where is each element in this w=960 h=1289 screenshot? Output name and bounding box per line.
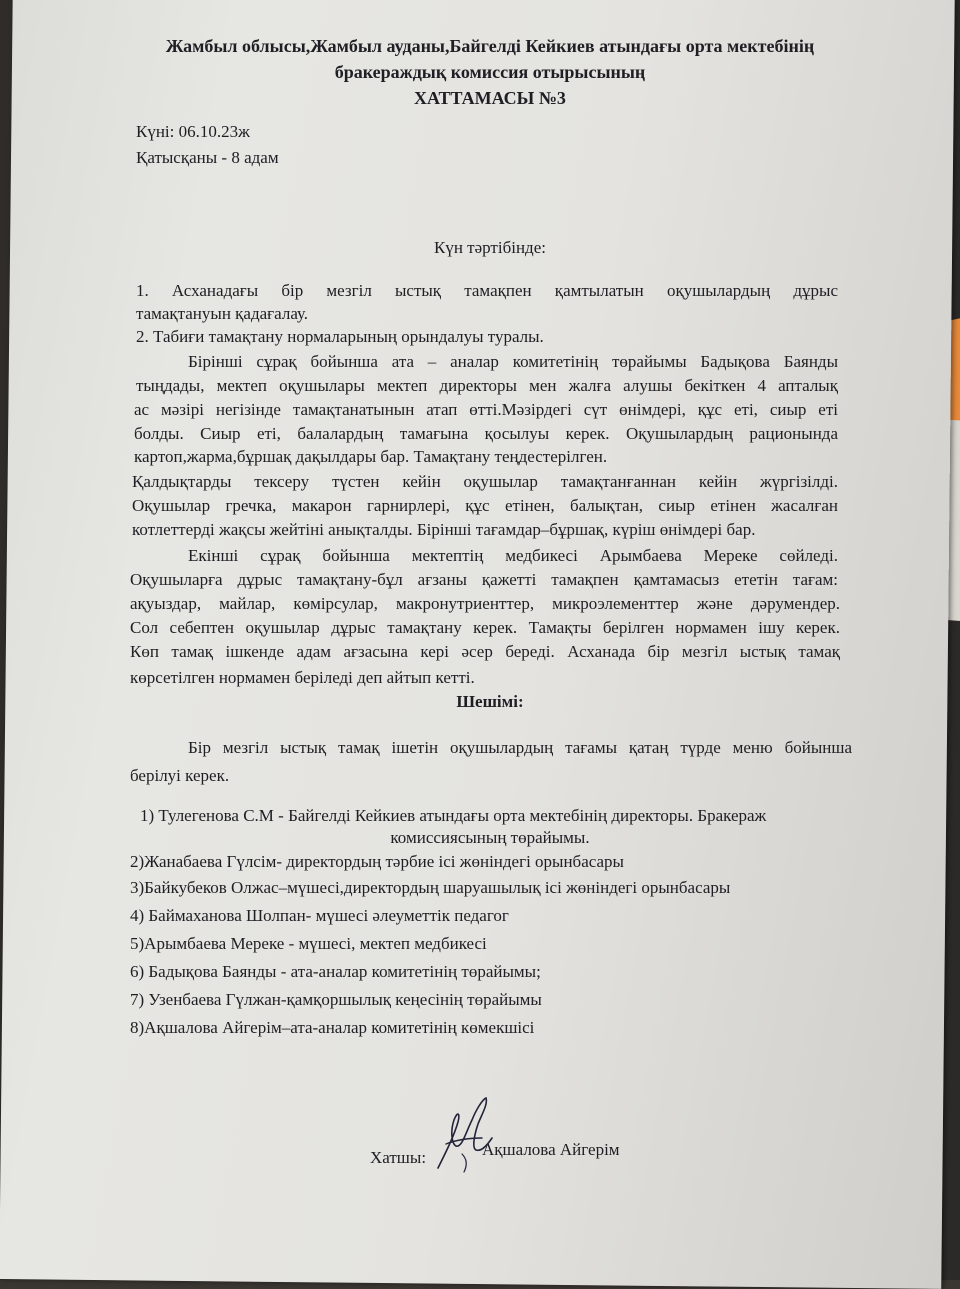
paragraph-3-line-4: Сол себептен оқушылар дұрыс тамақтану керек. Тамақты берілген нормамен ішу керек.: [130, 618, 840, 637]
member-8: 8)Ақшалова Айгерім–ата-аналар комитетінің көмекшісі: [130, 1018, 535, 1037]
member-5: 5)Арымбаева Мереке - мүшесі, мектеп медбикесі: [130, 934, 487, 953]
agenda-item-2: 2. Табиғи тамақтану нормаларының орындалуы туралы.: [136, 327, 544, 346]
paragraph-3-line-6: көрсетілген нормамен беріледі деп айтып кетті.: [130, 668, 475, 687]
member-7: 7) Узенбаева Гүлжан-қамқоршылық кеңесінің төрайымы: [130, 990, 542, 1009]
member-6: 6) Бадықова Баянды - ата-аналар комитетінің төрайымы;: [130, 962, 541, 981]
meeting-date: Күні: 06.10.23ж: [136, 122, 250, 141]
paragraph-3-line-1: Екінші сұрақ бойынша мектептің медбикесі Арымбаева Мереке сөйледі.: [188, 546, 838, 565]
agenda-heading: Күн тәртібінде:: [434, 238, 546, 257]
paragraph-3-line-5: Көп тамақ ішкенде адам ағзасына кері әсер береді. Асханада бір мезгіл ыстық тамақ: [130, 642, 840, 661]
handwritten-signature: [432, 1092, 496, 1174]
paragraph-1-line-2: тыңдады, мектеп оқушылары мектеп директоры мен жалға алушы бекіткен 4 апталық: [136, 376, 838, 395]
agenda-item-1-line-2: тамақтануын қадағалау.: [136, 304, 309, 323]
secretary-name: Ақшалова Айгерім: [482, 1140, 620, 1159]
paragraph-1-line-4: болды. Сиыр еті, балалардың тамағына қосылуы керек. Оқушылардың рационында: [134, 424, 838, 443]
paragraph-2-line-3: котлеттерді жақсы жейтіні анықталды. Бірінші тағамдар–бұршақ, күріш өнімдері бар.: [132, 520, 756, 539]
decision-heading: Шешімі:: [456, 692, 524, 711]
agenda-item-1-line-1: 1. Асханадағы бір мезгіл ыстық тамақпен қамтылатын оқушылардың дұрыс: [136, 281, 838, 300]
header-line-2: бракераждық комиссия отырысының: [334, 62, 646, 82]
decision-line-1: Бір мезгіл ыстық тамақ ішетін оқушылардың тағамы қатаң түрде меню бойынша: [188, 738, 852, 757]
member-1-line-1: 1) Тулегенова С.М - Байгелді Кейкиев атындағы орта мектебінің директоры. Бракераж: [140, 806, 767, 825]
header-line-1: Жамбыл облысы,Жамбыл ауданы,Байгелді Кейкиев атындағы орта мектебінің: [165, 36, 815, 56]
secretary-label: Хатшы:: [370, 1148, 427, 1167]
paragraph-3-line-2: Оқушыларға дұрыс тамақтану-бұл ағзаны қажетті тамақпен қамтамасыз ететін тағам:: [130, 570, 838, 589]
member-4: 4) Баймаханова Шолпан- мүшесі әлеуметтік педагог: [130, 906, 509, 925]
decision-line-2: берілуі керек.: [130, 766, 230, 785]
protocol-title: ХАТТАМАСЫ №3: [414, 88, 566, 108]
paragraph-1-line-5: картоп,жарма,бұршақ дақылдары бар. Тамақтану теңдестерілген.: [134, 447, 608, 466]
paragraph-2-line-1: Қалдықтарды тексеру түстен кейін оқушылар тамақтанғаннан кейін жүргізілді.: [132, 472, 838, 491]
member-1-line-2: комиссиясының төрайымы.: [390, 828, 590, 847]
attendees-count: Қатысқаны - 8 адам: [136, 148, 279, 167]
paragraph-1-line-1: Бірінші сұрақ бойынша ата – аналар комитетінің төрайымы Бадықова Баянды: [188, 352, 838, 371]
paragraph-1-line-3: ас мәзірі негізінде тамақтанатынын атап өтті.Мәзірдегі сүт өнімдері, құс еті, сиыр еті: [134, 400, 838, 419]
member-3: 3)Байкубеков Олжас–мүшесі,директордың шаруашылық ісі жөніндегі орынбасары: [130, 878, 731, 897]
member-2: 2)Жанабаева Гүлсім- директордың тәрбие ісі жөніндегі орынбасары: [130, 852, 624, 871]
paragraph-2-line-2: Оқушылар гречка, макарон гарнирлері, құс етінен, балықтан, сиыр етінен жасалған: [132, 496, 838, 515]
paragraph-3-line-3: ақуыздар, майлар, көмірсулар, макронутриенттер, микроэлементтер және дәрумендер.: [130, 594, 840, 613]
